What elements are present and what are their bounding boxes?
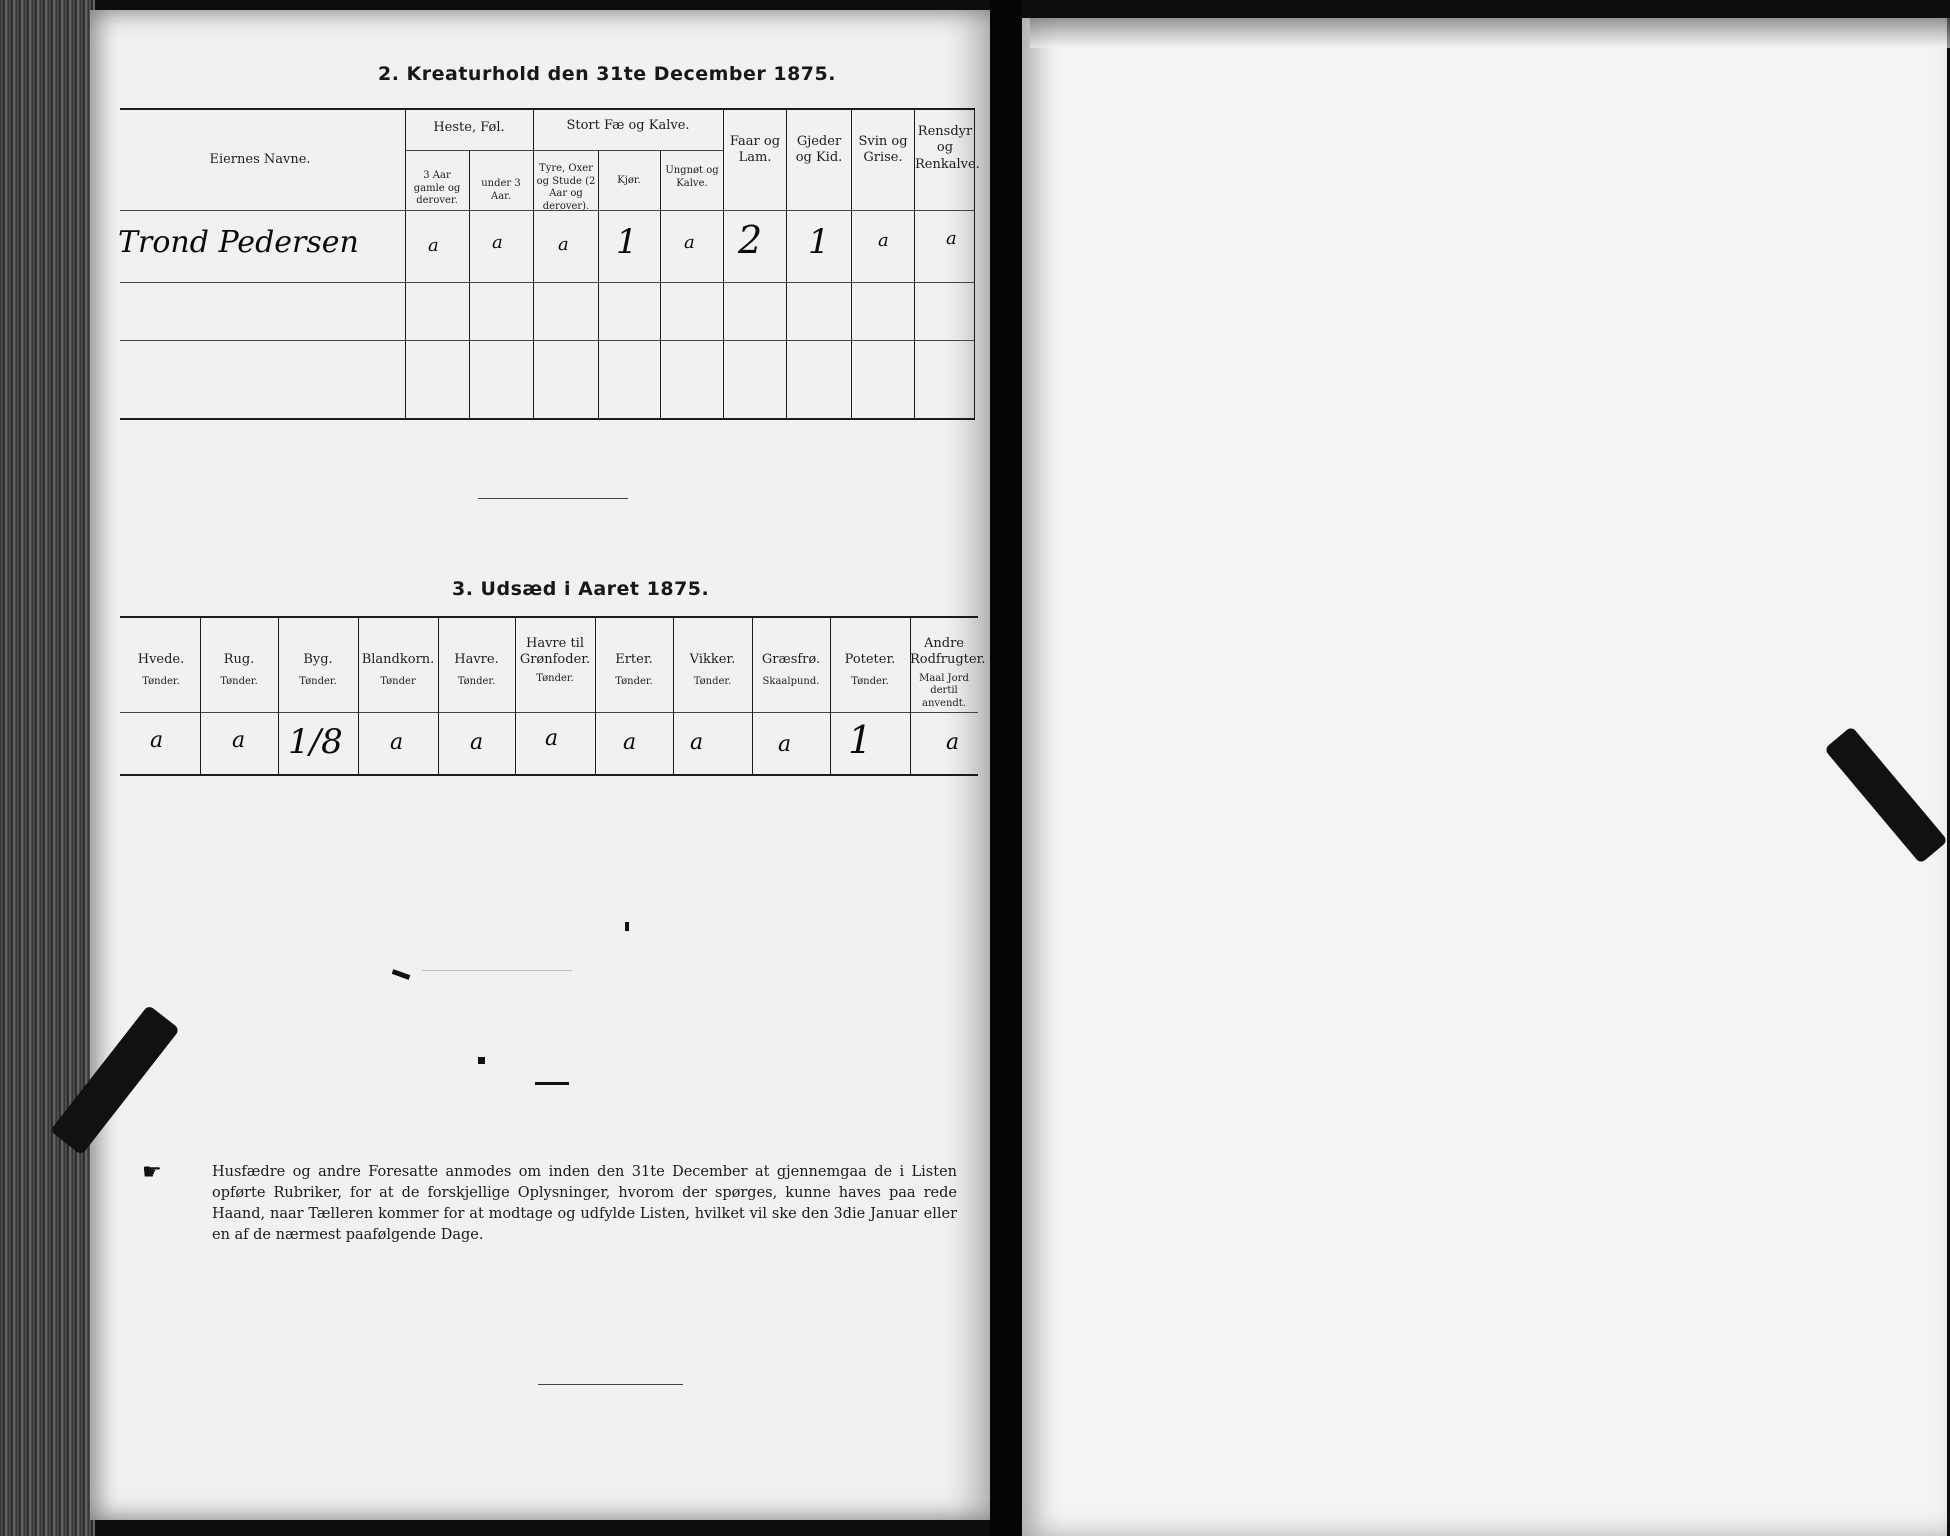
- right-page-top-shadow: [1030, 18, 1950, 48]
- book-gutter: [990, 0, 1022, 1536]
- heste-a-value: a: [428, 235, 439, 256]
- closing-rule: [538, 1384, 683, 1385]
- table3-col-rule: [830, 616, 831, 774]
- seed-value: a: [390, 730, 404, 755]
- table3-bottom-rule: [120, 774, 978, 776]
- seed-value: a: [690, 730, 704, 755]
- fae-a-value: a: [558, 234, 569, 255]
- faar-value: 2: [738, 218, 763, 262]
- seed-col-header: Vikker. Tønder.: [689, 652, 736, 688]
- seed-value: a: [470, 730, 484, 755]
- table2-col-rule: [660, 150, 661, 418]
- ink-speck: [625, 922, 629, 931]
- fae-group-header: Stort Fæ og Kalve.: [566, 118, 690, 133]
- heste-b-header: under 3 Aar.: [481, 178, 521, 202]
- table3-header-rule: [120, 712, 978, 713]
- seed-value: a: [778, 732, 792, 757]
- fae-c-value: a: [684, 232, 695, 253]
- gjeder-value: 1: [808, 222, 830, 262]
- section3-title: 3. Udsæd i Aaret 1875.: [452, 578, 710, 600]
- table3-top-rule: [120, 616, 978, 618]
- seed-value: a: [232, 728, 246, 753]
- owner-column-header: Eiernes Navne.: [209, 152, 311, 167]
- seed-value: a: [545, 726, 559, 751]
- table3-col-rule: [673, 616, 674, 774]
- svin-header: Svin og Grise.: [858, 134, 908, 166]
- seed-col-header: Havre. Tønder.: [454, 652, 499, 688]
- section2-title: 2. Kreaturhold den 31te December 1875.: [378, 63, 836, 85]
- seed-col-header: Erter. Tønder.: [615, 652, 653, 688]
- seed-value: 1/8: [288, 722, 343, 762]
- table2-col-rule: [598, 150, 599, 418]
- faint-rule: [422, 970, 572, 971]
- table3-col-rule: [595, 616, 596, 774]
- table2-row-rule: [120, 340, 975, 341]
- table3-col-rule: [752, 616, 753, 774]
- ink-speck: [535, 1082, 569, 1085]
- heste-a-header: 3 Aar gamle og derover.: [413, 170, 461, 206]
- seed-value: 1: [848, 718, 873, 762]
- heste-group-header: Heste, Føl.: [433, 120, 505, 135]
- fae-a-header: Tyre, Oxer og Stude (2 Aar og derover).: [536, 163, 596, 212]
- table3-col-rule: [358, 616, 359, 774]
- seed-value: a: [946, 730, 960, 755]
- fae-c-header: Ungnøt og Kalve.: [665, 165, 719, 189]
- table2-bottom-rule: [120, 418, 975, 420]
- rensdyr-header: Rensdyr og Renkalve.: [915, 124, 980, 172]
- seed-col-header: Græsfrø. Skaalpund.: [761, 652, 821, 688]
- faar-header: Faar og Lam.: [729, 134, 781, 166]
- pointing-hand-icon: ☛: [142, 1160, 162, 1185]
- table2-col-rule: [786, 108, 787, 418]
- table2-row-rule: [120, 282, 975, 283]
- fae-group-rule: [533, 150, 723, 151]
- fae-b-header: Kjør.: [617, 175, 641, 186]
- seed-col-header: Poteter. Tønder.: [844, 652, 896, 688]
- table3-col-rule: [278, 616, 279, 774]
- rensdyr-value: a: [946, 228, 957, 249]
- table2-col-rule: [405, 108, 406, 418]
- table2-col-rule: [533, 108, 534, 418]
- right-page-blank: [1022, 18, 1947, 1536]
- seed-value: a: [623, 730, 637, 755]
- seed-col-header: Andre Rodfrugter. Maal Jord dertil anvendt.: [910, 636, 986, 709]
- book-page-edges: [0, 0, 95, 1536]
- svin-value: a: [878, 230, 889, 251]
- seed-col-header: Havre til Grønfoder. Tønder.: [519, 636, 591, 684]
- seed-col-header: Byg. Tønder.: [299, 652, 337, 688]
- table3-col-rule: [200, 616, 201, 774]
- notice-text: Husfædre og andre Foresatte anmodes om inden den 31te December at gjennemgaa de i Listen opførte Rubriker, for at de forskjellige Oplysninger, hvorom der spørges, kunne haves paa rede Haand, naar Tælleren kommer for at modtage og udfylde Listen, hvilket vil ske den 3die Januar eller en af de nærmest paafølgende Dage.: [212, 1164, 957, 1243]
- seed-value: a: [150, 728, 164, 753]
- table3-col-rule: [438, 616, 439, 774]
- seed-col-header: Hvede. Tønder.: [137, 652, 185, 688]
- heste-b-value: a: [492, 232, 503, 253]
- table2-col-rule: [723, 108, 724, 418]
- fae-b-value: 1: [616, 222, 638, 262]
- seed-col-header: Blandkorn. Tønder: [361, 652, 435, 688]
- seed-col-header: Rug. Tønder.: [220, 652, 258, 688]
- owner-name-handwritten: Trond Pedersen: [118, 225, 359, 260]
- table2-top-rule: [120, 108, 975, 110]
- section-divider: [478, 498, 628, 499]
- ink-speck: [478, 1057, 485, 1064]
- gjeder-header: Gjeder og Kid.: [795, 134, 843, 166]
